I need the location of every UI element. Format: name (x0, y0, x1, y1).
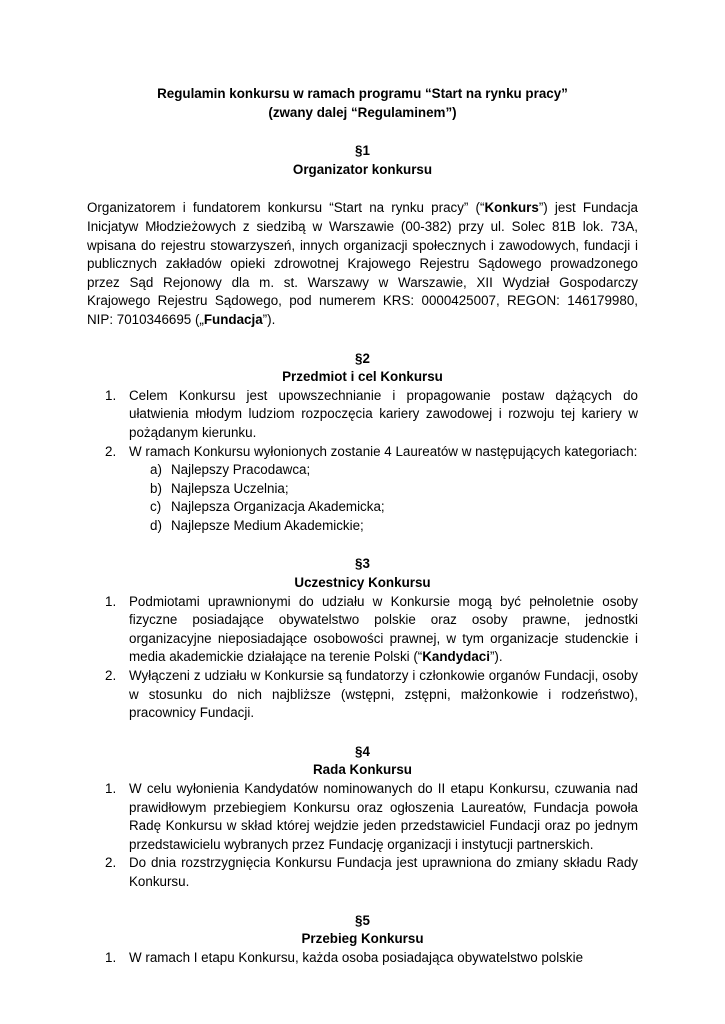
section-1-title: Organizator konkursu (292, 161, 433, 177)
konkurs-term: Konkurs (484, 200, 539, 216)
list-item: 2. Wyłączeni z udziału w Konkursie są fundatorzy i członkowie organów Fundacji, osoby w stosunku do nich najbliższe (wstępni, zstępni, małżonkowie i rodzeństwo), pracownicy Fundacji. (105, 668, 638, 721)
list-item: 2. Do dnia rozstrzygnięcia Konkursu Fundacja jest uprawniona do zmiany składu Rady Konkursu. (105, 855, 638, 889)
list-item: 1. Podmiotami uprawnionymi do udziału w Konkursie mogą być pełnoletnie osoby fizyczne posiadające obywatelstwo polskie oraz osoby prawne, jednostki organizacyjne nieposiadające osobowości prawnej, w tym organizacje studenckie i media akademickie działające na terenie Polski (“Kandydaci”). (105, 593, 638, 665)
list-item: 1. W ramach I etapu Konkursu, każda osoba posiadająca obywatelstwo polskie (105, 949, 584, 965)
section-3-number: §3 (355, 556, 370, 572)
section-5-list (87, 949, 638, 968)
section-1-paragraph: Organizatorem i fundatorem konkursu “Start na rynku pracy” (“Konkurs”) jest Fundacja Inicjatyw Młodzieżowych z siedzibą w Warszawie (00-382) przy ul. Solec 81B lok. 73A, wpisana do rejestru stowarzyszeń, innych organizacji społecznych i zawodowych, fundacji i publicznych zakładów opieki zdrowotnej Krajowego Rejestru Sądowego prowadzonego przez Sąd Rejonowy dla m. st. Warszawy w Warszawie, XII Wydział Gospodarczy Krajowego Rejestru Sądowego, pod numerem KRS: 0000425007, REGON: 146179980, NIP: 7010346695 („Fundacja”). (87, 200, 638, 327)
section-3-list (87, 593, 638, 723)
document-subtitle: (zwany dalej “Regulaminem”) (268, 104, 457, 120)
category-list (129, 461, 638, 535)
list-item: 2. W ramach Konkursu wyłonionych zostanie 4 Laureatów w następujących kategoriach: a) Najlepszy Pracodawca; b) Najlepsza Uczelnia; c) Najlepsza Organizacja Akademicka; d) Najlepsze Medium Akademickie; (87, 443, 638, 536)
fundacja-term: Fundacja (203, 311, 263, 327)
section-2-list (87, 387, 638, 536)
kandydaci-term: Kandydaci (422, 649, 490, 665)
category-item: b) Najlepsza Uczelnia; (150, 480, 289, 496)
list-item: 1. W celu wyłonienia Kandydatów nominowanych do II etapu Konkursu, czuwania nad prawidłowym przebiegiem Konkursu oraz ogłoszenia Laureatów, Fundacja powoła Radę Konkursu w skład której wejdzie jeden przedstawiciel Fundacji oraz po jednym przedstawicielu wybranych przez Fundację organizacji i instytucji partnerskich. (105, 781, 638, 852)
section-3-title: Uczestnicy Konkursu (294, 575, 431, 591)
section-4-list (87, 780, 638, 892)
section-5-number: §5 (355, 912, 370, 928)
document-title: Regulamin konkursu w ramach programu “Start na rynku pracy” (157, 86, 568, 101)
section-5-title: Przebieg Konkursu (301, 931, 424, 947)
document-page (87, 82, 638, 967)
section-4-number: §4 (355, 743, 370, 759)
section-1-number: §1 (355, 143, 370, 159)
category-item: c) Najlepsza Organizacja Akademicka; (150, 499, 385, 515)
category-item: d) Najlepsze Medium Akademickie; (150, 517, 364, 533)
list-item: 1. Celem Konkursu jest upowszechnianie i propagowanie postaw dążących do ułatwienia młodym ludziom rozpoczęcia kariery zawodowej i rozwoju tej kariery w pożądanym kierunku. (105, 387, 638, 440)
section-4-title: Rada Konkursu (313, 762, 412, 778)
category-item: a) Najlepszy Pracodawca; (150, 462, 311, 478)
section-2-title: Przedmiot i cel Konkursu (282, 369, 443, 385)
section-2-number: §2 (355, 350, 370, 366)
